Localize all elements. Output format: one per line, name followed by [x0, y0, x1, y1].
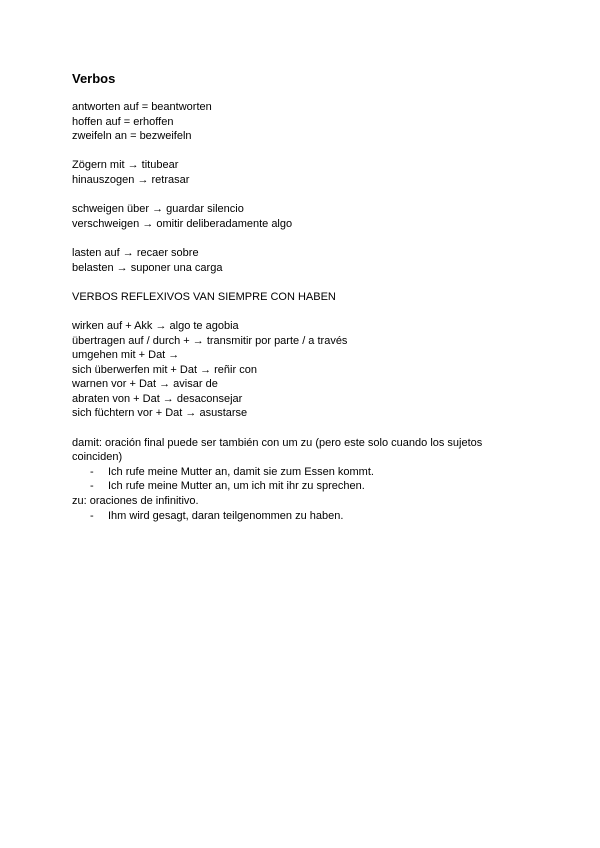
damit-note: damit: oración final puede ser también con um zu (pero este solo cuando los sujetos coinciden)	[72, 436, 483, 464]
spacer	[72, 275, 532, 290]
verb-group-silence	[72, 202, 532, 231]
verb-line: schweigen über → guardar silencio	[72, 203, 244, 216]
verb-group-delay	[72, 158, 532, 187]
verb-line: übertragen auf / durch + → transmitir por parte / a través	[72, 334, 348, 347]
verb-line: hoffen auf = erhoffen	[72, 115, 174, 128]
example-sentence: Ich rufe meine Mutter an, um ich mit ihr zu sprechen.	[108, 480, 365, 493]
verb-line: sich überwerfen mit + Dat → reñir con	[72, 363, 257, 376]
verb-line: antworten auf = beantworten	[72, 101, 212, 113]
verb-line: umgehen mit + Dat →	[72, 349, 180, 362]
bullet-marker: -	[90, 465, 94, 478]
verb-group-prepositions	[72, 100, 532, 144]
verb-line: verschweigen → omitir deliberadamente algo	[72, 217, 293, 230]
verb-line: wirken auf + Akk → algo te agobia	[72, 319, 239, 332]
verb-group-reflexive	[72, 319, 532, 421]
spacer	[72, 421, 532, 436]
zu-note: zu: oraciones de infinitivo.	[72, 495, 199, 508]
spacer	[72, 231, 532, 246]
verb-line: Zögern mit → titubear	[72, 159, 179, 172]
reflexive-heading: VERBOS REFLEXIVOS VAN SIEMPRE CON HABEN	[72, 290, 336, 303]
document-content	[72, 70, 532, 523]
verb-line: sich füchtern vor + Dat → asustarse	[72, 407, 248, 420]
example-sentence: Ich rufe meine Mutter an, damit sie zum Essen kommt.	[108, 465, 374, 478]
spacer	[72, 304, 532, 319]
bullet-marker: -	[90, 480, 94, 493]
bullet-item	[72, 465, 532, 480]
bullet-marker: -	[90, 509, 94, 522]
verb-line: abraten von + Dat → desaconsejar	[72, 392, 243, 405]
verb-group-burden	[72, 246, 532, 275]
verb-line: belasten → suponer una carga	[72, 261, 223, 274]
verb-line: zweifeln an = bezweifeln	[72, 130, 192, 143]
verb-line: hinauszogen → retrasar	[72, 173, 190, 186]
spacer	[72, 144, 532, 159]
verb-line: warnen vor + Dat → avisar de	[72, 378, 218, 391]
verb-line: lasten auf → recaer sobre	[72, 246, 199, 259]
bullet-item	[72, 509, 532, 524]
bullet-item	[72, 479, 532, 494]
example-sentence: Ihm wird gesagt, daran teilgenommen zu haben.	[108, 509, 344, 522]
spacer	[72, 188, 532, 203]
document-title: Verbos	[72, 71, 116, 86]
